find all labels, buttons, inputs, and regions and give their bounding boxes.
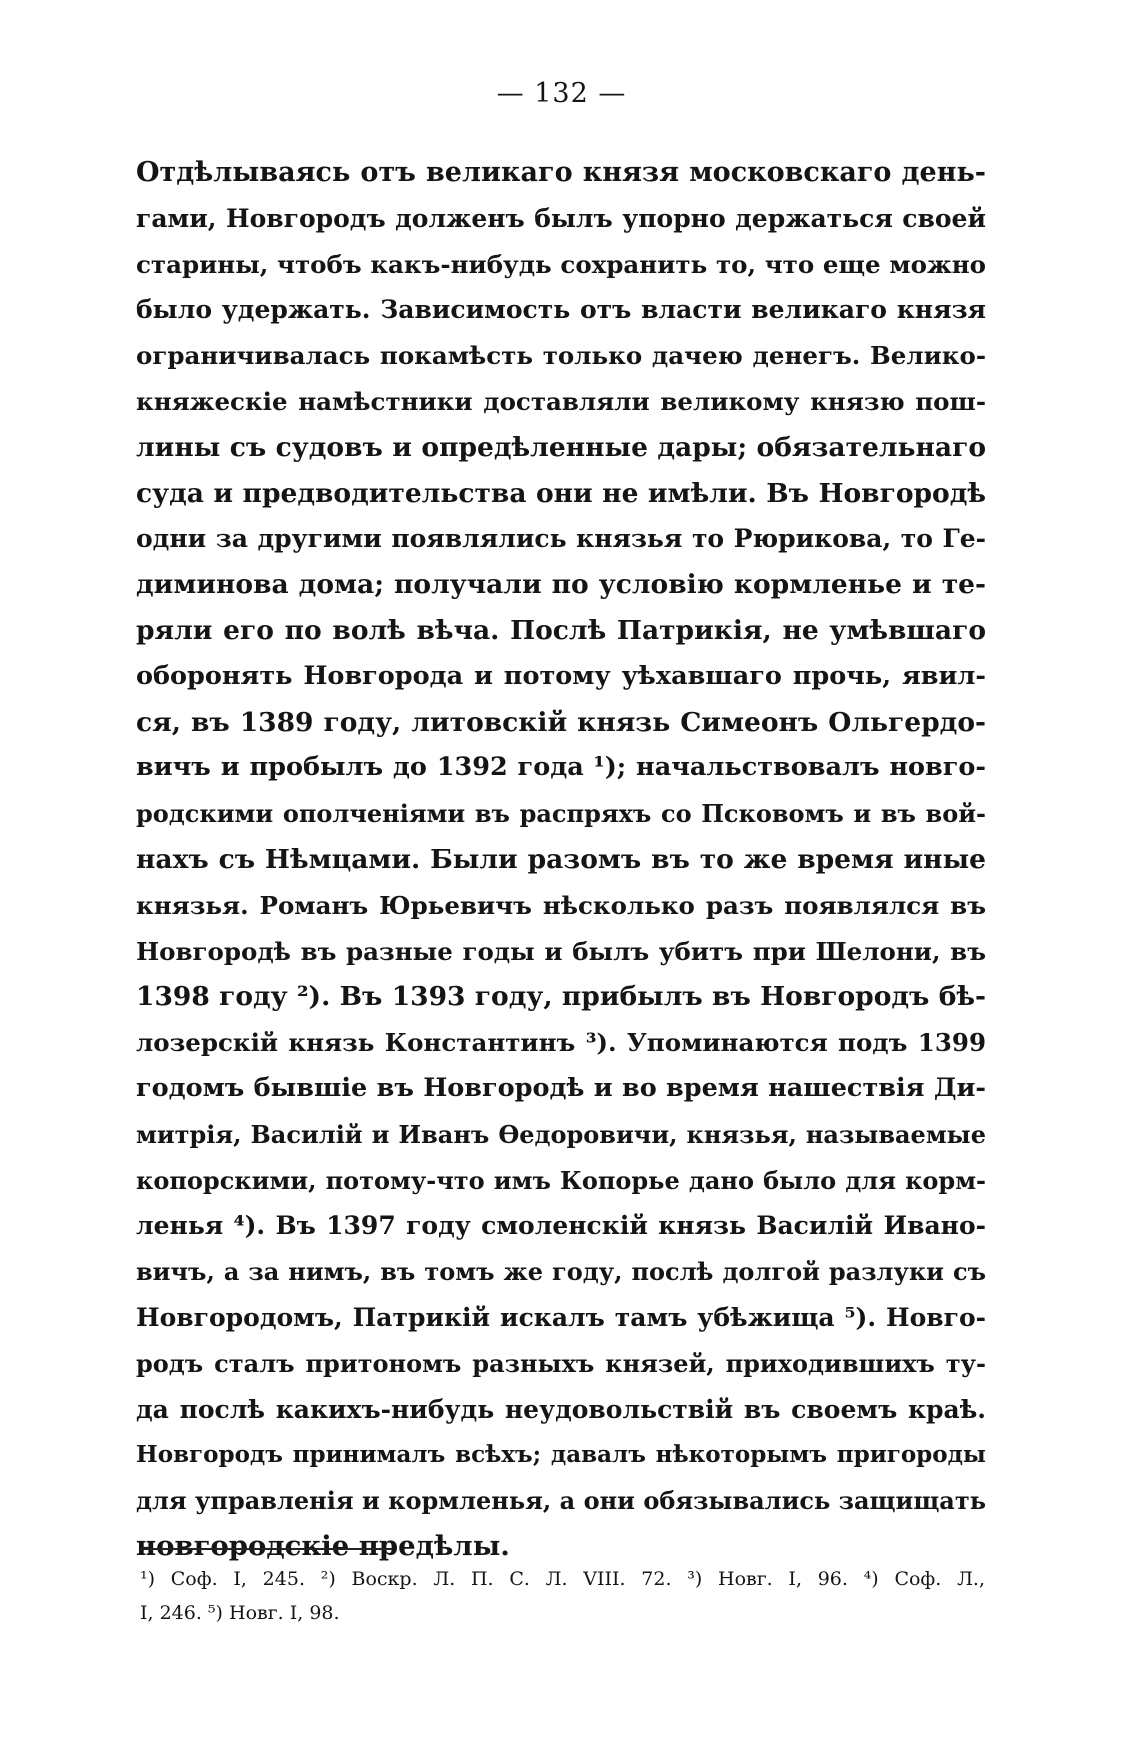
text-line: нахъ съ Нѣмцами. Были разомъ въ то же время иные bbox=[136, 843, 986, 875]
text-line: ограничивалась покамѣсть только дачею денегъ. Велико- bbox=[136, 341, 986, 371]
text-line: митрія, Василій и Иванъ Ѳедоровичи, князья, называемые bbox=[136, 1119, 986, 1149]
text-line: новгородскіе предѣлы. bbox=[136, 1529, 510, 1562]
text-line: оборонять Новгорода и потому уѣхавшаго прочь, явил- bbox=[136, 660, 986, 691]
text-line: ленья ⁴). Въ 1397 году смоленскій князь Василій Ивано- bbox=[136, 1211, 986, 1241]
text-line: Новгородъ принималъ всѣхъ; давалъ нѣкоторымъ пригороды bbox=[136, 1441, 986, 1469]
text-line: Новгородѣ въ разные годы и былъ убитъ при Шелони, въ bbox=[136, 936, 986, 966]
footnotes bbox=[140, 1562, 985, 1630]
text-line: одни за другими появлялись князья то Рюрикова, то Ге- bbox=[136, 524, 986, 554]
text-line: вичъ, а за нимъ, въ томъ же году, послѣ долгой разлуки съ bbox=[136, 1257, 986, 1287]
text-line: гами, Новгородъ долженъ былъ упорно держаться своей bbox=[136, 203, 986, 233]
text-line: Отдѣлываясь отъ великаго князя московскаго день- bbox=[136, 157, 986, 188]
text-line: 1398 году ²). Въ 1393 году, прибылъ въ Новгородъ бѣ- bbox=[136, 981, 986, 1013]
footnote-line: I, 246. ⁵) Новг. I, 98. bbox=[140, 1602, 340, 1624]
text-line: лозерскій князь Константинъ ³). Упоминаются подъ 1399 bbox=[136, 1028, 986, 1058]
text-line: Новгородомъ, Патрикій искалъ тамъ убѣжища ⁵). Новго- bbox=[136, 1302, 986, 1332]
text-line: было удержать. Зависимость отъ власти великаго князя bbox=[136, 295, 986, 325]
text-line: княжескіе намѣстники доставляли великому князю пош- bbox=[136, 386, 986, 416]
text-line: князья. Романъ Юрьевичъ нѣсколько разъ появлялся въ bbox=[136, 890, 986, 920]
text-line: ряли его по волѣ вѣча. Послѣ Патрикія, не умѣвшаго bbox=[136, 614, 986, 646]
text-line: годомъ бывшіе въ Новгородѣ и во время нашествія Ди- bbox=[136, 1072, 986, 1103]
text-line: лины съ судовъ и опредѣленные дары; обязательнаго bbox=[136, 431, 986, 463]
footnote-line: ¹) Соф. I, 245. ²) Воскр. Л. П. С. Л. VIII. 72. ³) Новг. I, 96. ⁴) Соф. Л., bbox=[140, 1568, 985, 1590]
page-number: — 132 — bbox=[496, 78, 627, 109]
text-line: старины, чтобъ какъ-нибудь сохранить то, что еще можно bbox=[136, 249, 986, 279]
text-line: ся, въ 1389 году, литовскій князь Симеонъ Ольгердо- bbox=[136, 706, 986, 738]
text-line: для управленія и кормленья, а они обязывались защищать bbox=[136, 1486, 986, 1516]
footnote-divider bbox=[140, 1548, 392, 1550]
text-line: диминова дома; получали по условію кормленье и те- bbox=[136, 569, 986, 601]
text-line: вичъ и пробылъ до 1392 года ¹); начальствовалъ новго- bbox=[136, 752, 986, 783]
text-line: суда и предводительства они не имѣли. Въ Новгородѣ bbox=[136, 477, 986, 509]
main-text bbox=[136, 150, 986, 1570]
text-line: родскими ополченіями въ распряхъ со Псковомъ и въ вой- bbox=[136, 799, 986, 829]
text-line: да послѣ какихъ-нибудь неудовольствій въ своемъ краѣ. bbox=[136, 1394, 986, 1424]
text-line: родъ сталъ притономъ разныхъ князей, приходившихъ ту- bbox=[136, 1348, 986, 1378]
text-line: копорскими, потому-что имъ Копорье дано было для корм- bbox=[136, 1165, 986, 1195]
